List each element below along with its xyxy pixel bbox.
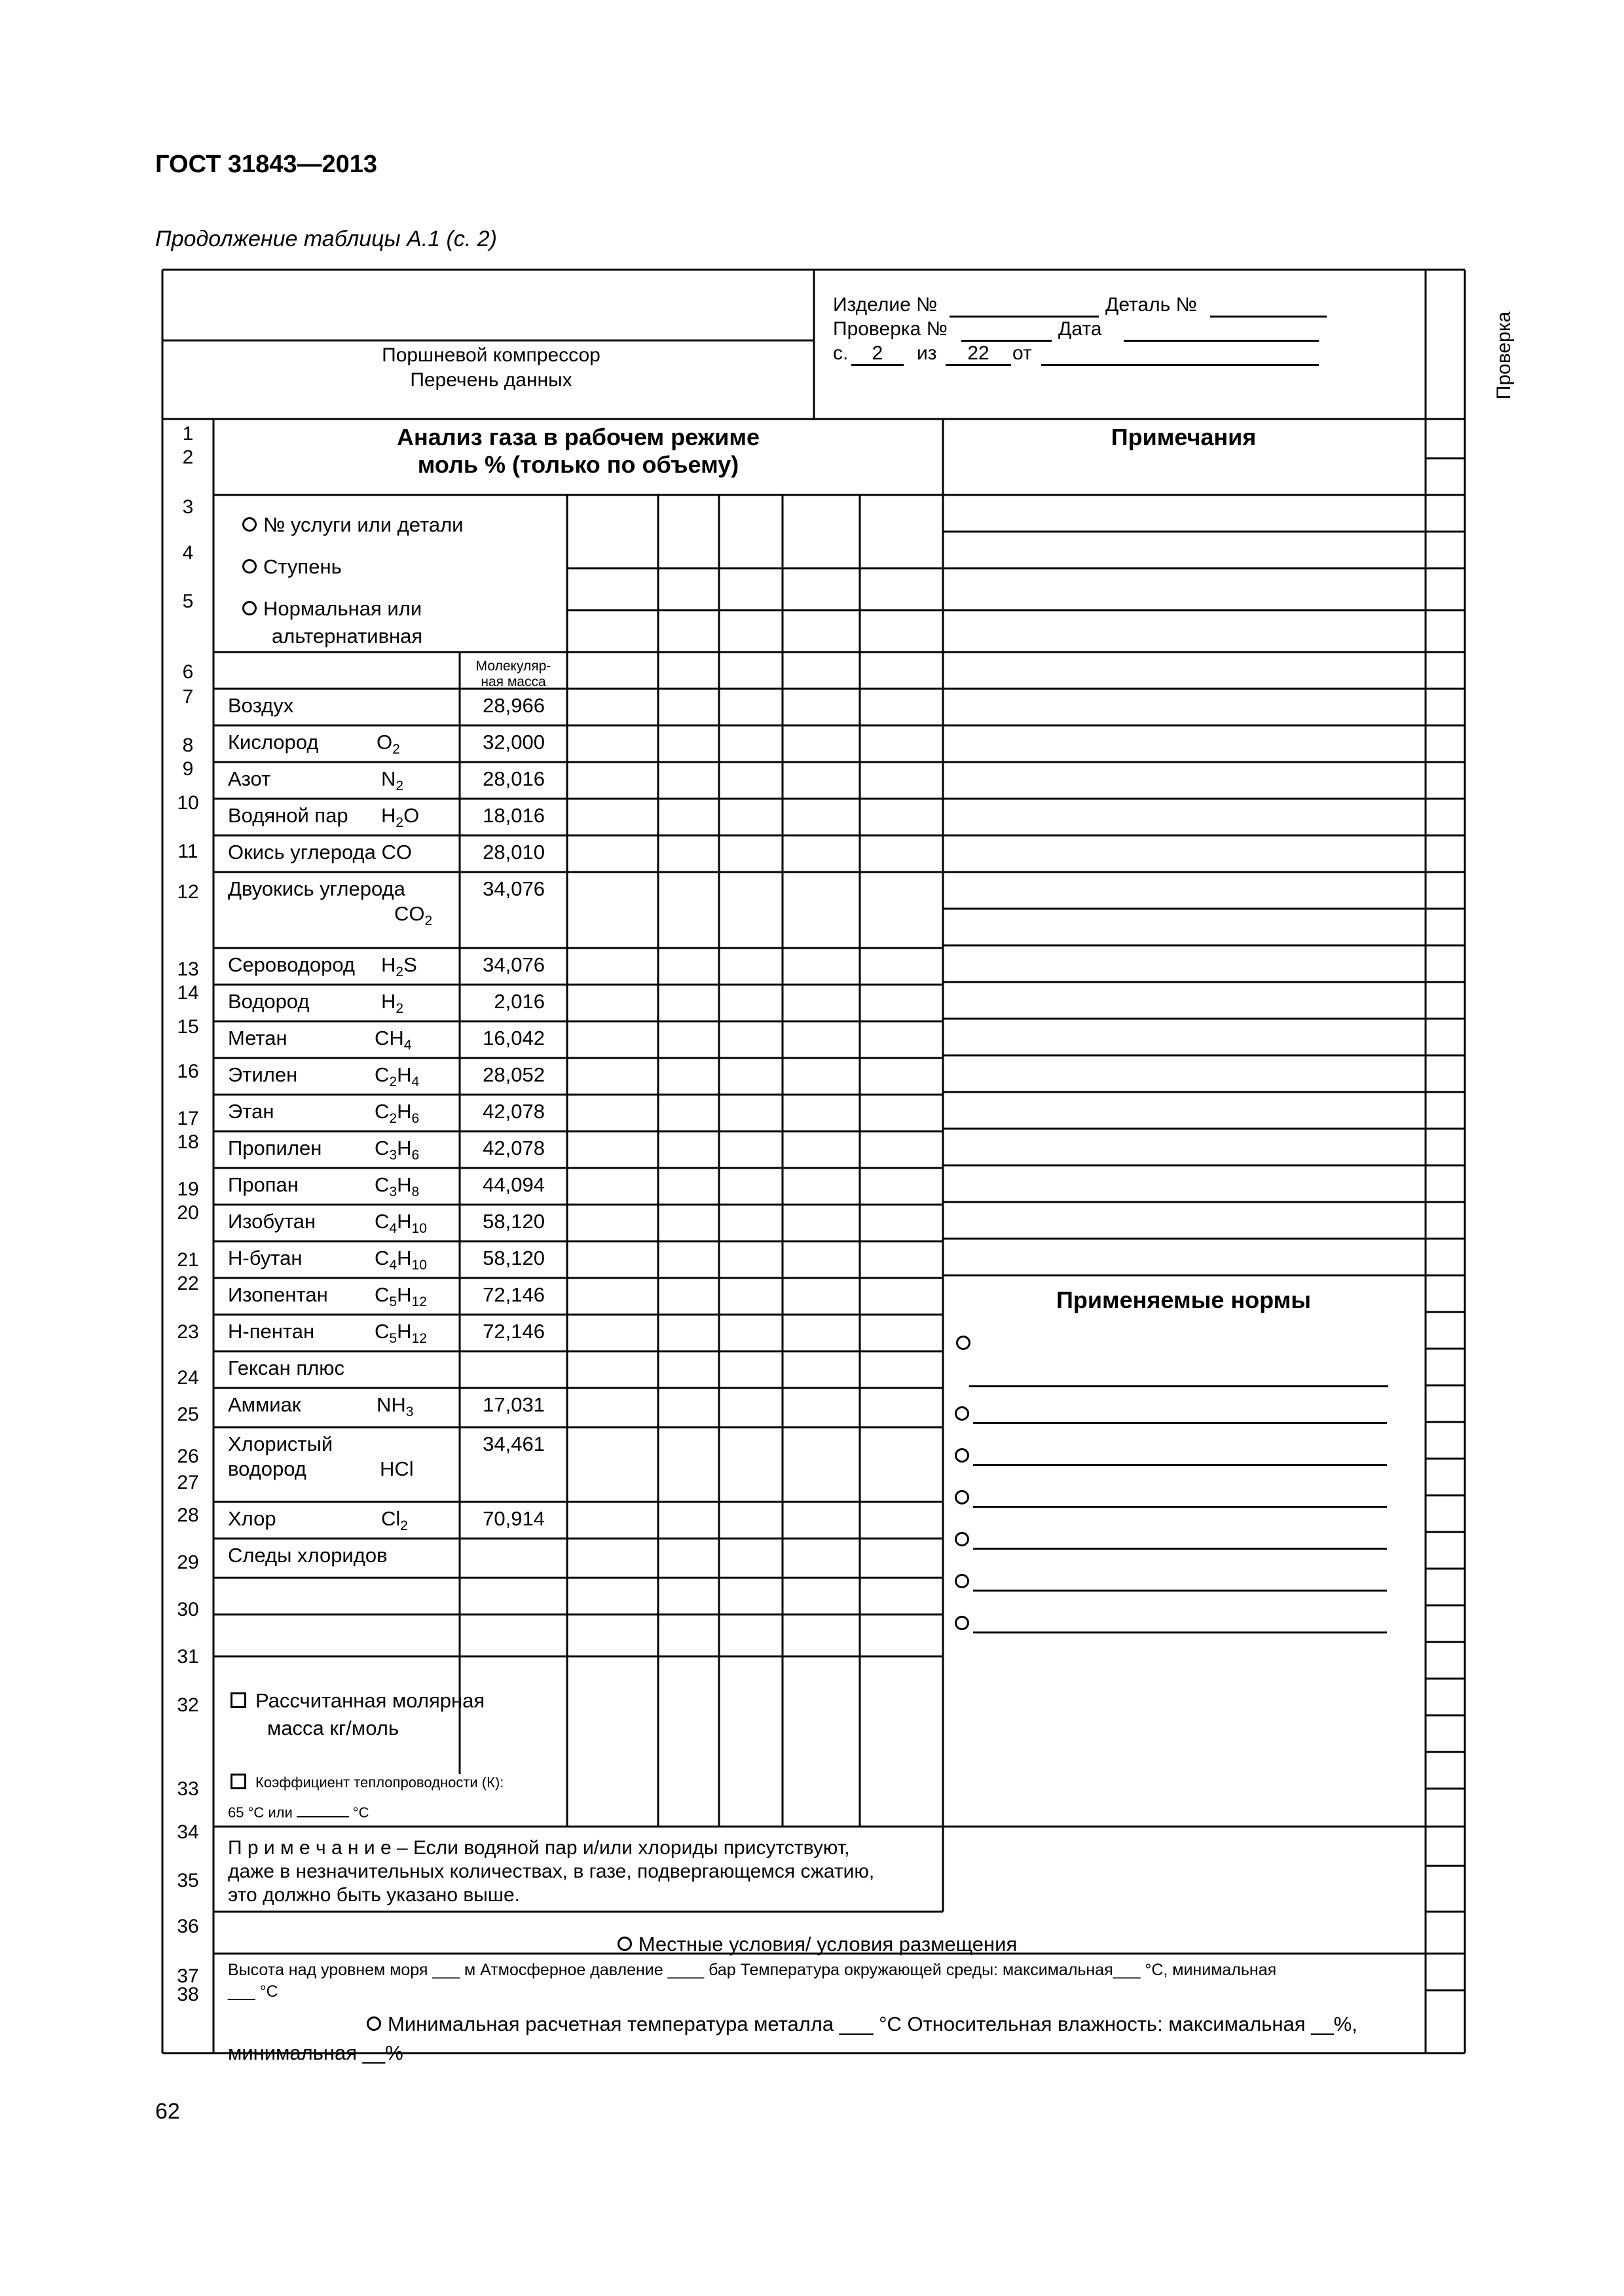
- site-line-3: Минимальная расчетная температура металла ___ °С Относительная влажность: максимальная __%,: [367, 2014, 1357, 2034]
- gas-name: Сероводород: [228, 953, 356, 976]
- page-label: с.: [833, 342, 849, 364]
- note-line-3: это должно быть указано выше.: [228, 1884, 520, 1906]
- gas-name: Пропан: [228, 1173, 299, 1196]
- norm-radio-icon[interactable]: [955, 1490, 969, 1504]
- row-number: 1: [182, 423, 194, 445]
- row-number: 5: [182, 591, 194, 612]
- gas-molar-mass: 28,052: [483, 1063, 545, 1086]
- row-number: 7: [182, 686, 194, 708]
- gas-name: Кислород: [228, 731, 319, 754]
- gas-name: Воздух: [228, 694, 294, 717]
- norm-radio-icon[interactable]: [955, 1448, 969, 1463]
- gas-molar-mass: 72,146: [483, 1320, 545, 1343]
- mol-mass-header-1: Молекуляр-: [475, 659, 551, 674]
- norm-entry-field[interactable]: [973, 1590, 1387, 1592]
- gas-formula: $H_2S$: [381, 953, 417, 979]
- calc-molar-mass[interactable]: Рассчитанная молярная: [231, 1690, 485, 1711]
- gas-name: Хлор: [228, 1507, 276, 1530]
- gas-formula: $H_2O$: [381, 804, 420, 830]
- row-number: 22: [177, 1273, 199, 1294]
- gas-molar-mass: 70,914: [483, 1507, 545, 1530]
- gas-molar-mass: 34,461: [483, 1432, 545, 1455]
- gas-name: Н-пентан: [228, 1320, 315, 1343]
- row-number: 10: [177, 792, 199, 814]
- from-field[interactable]: [1041, 364, 1319, 366]
- coef-thermal-line2: 65 °С или °С: [228, 1799, 369, 1820]
- row-number: 6: [182, 661, 194, 683]
- gas-name: Изобутан: [228, 1210, 316, 1233]
- gas-name: Этилен: [228, 1063, 298, 1086]
- gas-molar-mass: 32,000: [483, 731, 545, 754]
- gas-formula: $C_5H_{12}$: [375, 1320, 427, 1346]
- gas-formula: $C_3H_6$: [375, 1137, 420, 1163]
- option-normal-line2: альтернативная: [272, 625, 423, 647]
- of-value-underline: [946, 364, 1011, 366]
- row-number: 13: [177, 958, 199, 980]
- row-number: 12: [177, 881, 199, 903]
- notes-title: Примечания: [1111, 424, 1257, 450]
- gas-formula: $C_3H_8$: [375, 1173, 420, 1199]
- site-line-4: минимальная __%: [228, 2041, 403, 2064]
- row-number: 4: [182, 542, 194, 564]
- row-number: 18: [177, 1131, 199, 1153]
- row-number: 20: [177, 1202, 199, 1224]
- gas-name: Этан: [228, 1100, 274, 1123]
- gas-formula: $Cl_2$: [381, 1507, 409, 1533]
- row-number: 9: [182, 758, 194, 780]
- row-number: 26: [177, 1446, 199, 1467]
- note-line-1: П р и м е ч а н и е – Если водяной пар и/или хлориды присутствуют,: [228, 1837, 850, 1859]
- row-number: 29: [177, 1552, 199, 1573]
- gas-formula: $C_4H_{10}$: [375, 1247, 427, 1273]
- row-number: 38: [177, 1984, 199, 2005]
- row-number: 19: [177, 1178, 199, 1200]
- site-line-2: ___ °С: [228, 1982, 278, 2001]
- row-number: 25: [177, 1404, 199, 1425]
- note-line-2: даже в незначительных количествах, в газе, подвергающемся сжатию,: [228, 1861, 875, 1882]
- coef-temp-field[interactable]: [297, 1799, 349, 1817]
- option-normal[interactable]: Нормальная или: [242, 598, 422, 619]
- norm-radio-icon[interactable]: [955, 1406, 969, 1421]
- row-number: 34: [177, 1821, 199, 1843]
- standard-title: ГОСТ 31843—2013: [155, 151, 378, 178]
- site-title: Местные условия/ условия размещения: [215, 1934, 1420, 1954]
- option-stage[interactable]: Ступень: [242, 556, 342, 577]
- gas-name: Следы хлоридов: [228, 1544, 388, 1567]
- row-number: 32: [177, 1694, 199, 1716]
- part-label: Деталь №: [1105, 294, 1197, 316]
- gas-name: Аммиак: [228, 1393, 301, 1416]
- row-number: 2: [182, 446, 194, 468]
- gas-molar-mass: 28,966: [483, 694, 545, 717]
- row-number: 37: [177, 1965, 199, 1987]
- mol-mass-header-2: ная масса: [481, 674, 546, 689]
- norm-entry-field[interactable]: [969, 1385, 1388, 1387]
- gas-molar-mass: 72,146: [483, 1283, 545, 1306]
- of-value: 22: [967, 342, 989, 364]
- option-service-no[interactable]: № услуги или детали: [242, 515, 463, 535]
- gas-formula: $NH_3$: [377, 1393, 414, 1419]
- gas-molar-mass: 42,078: [483, 1137, 545, 1159]
- gas-name: Метан: [228, 1027, 287, 1049]
- analysis-title-1: Анализ газа в рабочем режиме: [397, 424, 760, 450]
- item-label: Изделие №: [833, 294, 938, 316]
- gas-molar-mass: 16,042: [483, 1027, 545, 1049]
- gas-molar-mass: 58,120: [483, 1210, 545, 1233]
- row-number: 14: [177, 982, 199, 1004]
- row-number: 23: [177, 1321, 199, 1343]
- gas-name: Окись углерода CO: [228, 841, 412, 864]
- radio-circle-icon[interactable]: [367, 2016, 381, 2031]
- row-number: 15: [177, 1016, 199, 1038]
- part-number-field[interactable]: [1210, 316, 1327, 318]
- side-check-label: Проверка: [1493, 311, 1515, 400]
- item-number-field[interactable]: [950, 316, 1099, 318]
- gas-name: Водяной пар: [228, 804, 348, 827]
- norm-radio-icon[interactable]: [955, 1616, 969, 1630]
- row-number: 30: [177, 1599, 199, 1620]
- row-number: 11: [177, 841, 198, 862]
- row-number: 33: [177, 1778, 199, 1800]
- radio-circle-icon: [242, 517, 257, 532]
- page-value-underline: [851, 364, 904, 366]
- row-number: 35: [177, 1870, 199, 1891]
- norm-entry-field[interactable]: [973, 1631, 1387, 1633]
- gas-molar-mass: 34,076: [483, 877, 545, 900]
- page-value: 2: [872, 342, 883, 364]
- gas-molar-mass: 42,078: [483, 1100, 545, 1123]
- from-label: от: [1012, 342, 1032, 364]
- radio-circle-icon[interactable]: [618, 1937, 632, 1951]
- norm-radio-icon[interactable]: [955, 1574, 969, 1588]
- row-number: 27: [177, 1472, 199, 1493]
- row-number: 3: [182, 496, 194, 518]
- gas-name: Хлористый: [228, 1432, 333, 1455]
- table-continuation: Продолжение таблицы А.1 (с. 2): [155, 227, 498, 251]
- of-label: из: [917, 342, 937, 364]
- row-number: 28: [177, 1504, 199, 1526]
- gas-formula: $C_2H_4$: [375, 1063, 420, 1089]
- date-label: Дата: [1058, 318, 1102, 340]
- row-number: 24: [177, 1367, 199, 1389]
- gas-name: Водород: [228, 990, 310, 1013]
- gas-name: Двуокись углерода: [228, 877, 405, 900]
- gas-name: Пропилен: [228, 1137, 322, 1159]
- gas-name: Азот: [228, 767, 271, 790]
- gas-formula: $CH_4$: [375, 1027, 412, 1053]
- calc-molar-mass-line2: масса кг/моль: [267, 1717, 399, 1740]
- norm-entry-field[interactable]: [973, 1464, 1387, 1466]
- gas-formula: $N_2$: [381, 767, 404, 793]
- radio-circle-icon: [242, 559, 257, 574]
- gas-formula: $CO_2$: [394, 902, 433, 928]
- gas-name: Н-бутан: [228, 1247, 303, 1269]
- page-number: 62: [155, 2099, 180, 2124]
- row-number: 16: [177, 1061, 199, 1082]
- gas-formula: $O_2$: [377, 731, 400, 757]
- gas-molar-mass: 28,016: [483, 767, 545, 790]
- gas-molar-mass: 2,016: [494, 990, 545, 1013]
- gas-name: Гексан плюс: [228, 1357, 344, 1379]
- gas-molar-mass: 34,076: [483, 953, 545, 976]
- gas-formula: $C_2H_6$: [375, 1100, 420, 1126]
- gas-molar-mass: 44,094: [483, 1173, 545, 1196]
- gas-molar-mass: 17,031: [483, 1393, 545, 1416]
- gas-molar-mass: 58,120: [483, 1247, 545, 1269]
- gas-name: Изопентан: [228, 1283, 328, 1306]
- gas-formula: $H_2$: [381, 990, 404, 1016]
- gas-formula: $C_5H_{12}$: [375, 1283, 427, 1309]
- gas-formula: HCl: [380, 1457, 414, 1480]
- norm-radio-icon[interactable]: [956, 1336, 970, 1350]
- row-number: 17: [177, 1108, 199, 1129]
- analysis-title-2: моль % (только по объему): [417, 451, 739, 478]
- norm-entry-field[interactable]: [973, 1548, 1387, 1550]
- check-number-field[interactable]: [961, 340, 1052, 342]
- norm-entry-field[interactable]: [973, 1422, 1387, 1424]
- title-line-1: Поршневой компрессор: [382, 344, 600, 366]
- gas-name-line2: водород: [228, 1457, 306, 1480]
- site-line-1: Высота над уровнем моря ___ м Атмосферное давление ____ бар Температура окружающей среды: максимальная___ °С, минимальная: [228, 1961, 1277, 1979]
- row-number: 31: [177, 1646, 199, 1667]
- norm-radio-icon[interactable]: [955, 1532, 969, 1546]
- row-number: 21: [177, 1249, 199, 1271]
- coef-thermal[interactable]: Коэффициент теплопроводности (К):: [231, 1776, 504, 1791]
- checkbox-icon: [231, 1692, 246, 1708]
- row-number: 36: [177, 1916, 199, 1937]
- gas-molar-mass: 28,010: [483, 841, 545, 864]
- title-line-2: Перечень данных: [410, 369, 572, 391]
- gas-formula: $C_4H_{10}$: [375, 1210, 427, 1236]
- norms-title: Применяемые нормы: [1056, 1286, 1311, 1313]
- date-field[interactable]: [1124, 340, 1319, 342]
- norm-entry-field[interactable]: [973, 1506, 1387, 1508]
- row-number: 8: [182, 735, 194, 756]
- check-label: Проверка №: [833, 318, 948, 340]
- radio-circle-icon: [242, 601, 257, 615]
- checkbox-icon: [231, 1774, 246, 1789]
- gas-molar-mass: 18,016: [483, 804, 545, 827]
